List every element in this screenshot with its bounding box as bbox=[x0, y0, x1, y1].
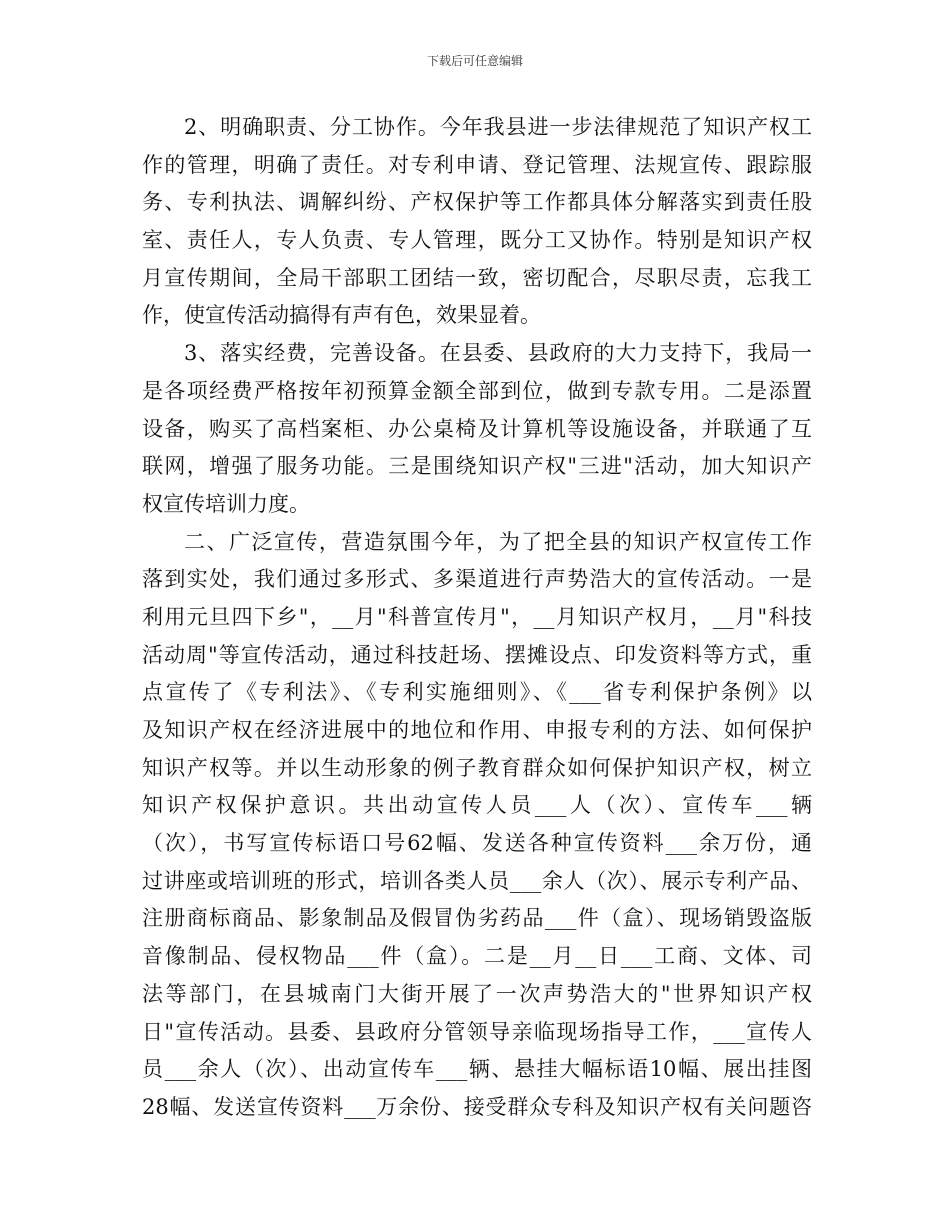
text-line: 作的管理，明确了责任。对专利申请、登记管理、法规宣传、跟踪服 bbox=[142, 152, 812, 177]
text-line: 点宣传了《专利法》、《专利实施细则》、《___省专利保护条例》以 bbox=[142, 680, 812, 705]
text-line: 落到实处，我们通过多形式、多渠道进行声势浩大的宣传活动。一是 bbox=[142, 567, 812, 592]
text-line: 室、责任人，专人负责、专人管理，既分工又协作。特别是知识产权 bbox=[142, 228, 812, 253]
text-line: 月宣传期间，全局干部职工团结一致，密切配合，尽职尽责，忘我工 bbox=[142, 265, 812, 290]
text-line: 28幅、发送宣传资料___万余份、接受群众专科及知识产权有关问题咨 bbox=[142, 1094, 812, 1119]
text-line: 音像制品、侵权物品___件（盒）。二是__月__日___工商、文体、司 bbox=[142, 944, 812, 969]
text-line: 知识产权等。并以生动形象的例子教育群众如何保护知识产权，树立 bbox=[142, 755, 812, 780]
text-line: 利用元旦四下乡"，__月"科普宣传月"，__月知识产权月，__月"科技 bbox=[142, 604, 812, 629]
text-line: 注册商标商品、影象制品及假冒伪劣药品___件（盒）、现场销毁盗版 bbox=[142, 906, 812, 931]
text-line: 法等部门，在县城南门大街开展了一次声势浩大的"世界知识产权 bbox=[142, 981, 812, 1006]
text-line: 权宣传培训力度。 bbox=[142, 491, 310, 516]
text-line: 联网，增强了服务功能。三是围绕知识产权"三进"活动，加大知识产 bbox=[142, 454, 812, 479]
text-line: 务、专利执法、调解纠纷、产权保护等工作都具体分解落实到责任股 bbox=[142, 190, 812, 215]
text-line: 活动周"等宣传活动，通过科技赶场、摆摊设点、印发资料等方式，重 bbox=[142, 642, 812, 667]
text-line: 是各项经费严格按年初预算金额全部到位，做到专款专用。二是添置 bbox=[142, 378, 812, 403]
text-line: 知识产权保护意识。共出动宣传人员___人（次）、宣传车___辆 bbox=[142, 793, 812, 818]
text-line: 及知识产权在经济进展中的地位和作用、申报专利的方法、如何保护 bbox=[142, 718, 812, 742]
text-line: 员___余人（次）、出动宣传车___辆、悬挂大幅标语10幅、展出挂图 bbox=[142, 1057, 812, 1082]
text-line: （次），书写宣传标语口号62幅、发送各种宣传资料___余万份，通 bbox=[142, 831, 812, 856]
text-line: 作，使宣传活动搞得有声有色，效果显着。 bbox=[142, 303, 541, 328]
text-line: 二、广泛宣传，营造氛围今年，为了把全县的知识产权宣传工作 bbox=[184, 529, 812, 554]
page-header: 下载后可任意编辑 bbox=[426, 54, 523, 68]
text-line: 过讲座或培训班的形式，培训各类人员___余人（次）、展示专利产品、 bbox=[142, 868, 812, 893]
text-line: 日"宣传活动。县委、县政府分管领导亲临现场指导工作，___宣传人 bbox=[142, 1019, 812, 1044]
text-line: 设备，购买了高档案柜、办公桌椅及计算机等设施设备，并联通了互 bbox=[142, 416, 812, 441]
text-line: 2、明确职责、分工协作。今年我县进一步法律规范了知识产权工 bbox=[184, 115, 812, 139]
text-line: 3、落实经费，完善设备。在县委、县政府的大力支持下，我局一 bbox=[184, 341, 812, 366]
document-body bbox=[142, 109, 812, 1127]
